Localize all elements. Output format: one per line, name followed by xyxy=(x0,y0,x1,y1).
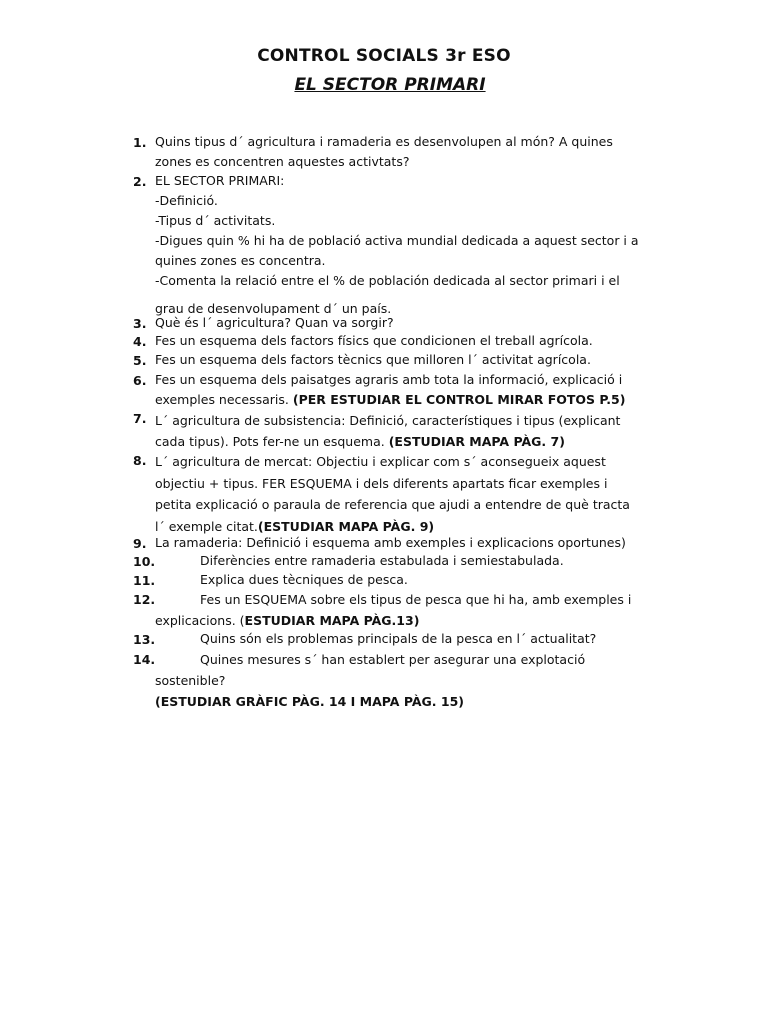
question-number: 7. xyxy=(133,411,147,426)
question-text: Diferències entre ramaderia estabulada i semiestabulada. xyxy=(200,553,564,568)
question-number: 9. xyxy=(133,536,147,551)
question-text: Quines mesures s´ han establert per asegurar una explotació sostenible? (ESTUDIAR GRÀFIC PÀG. 14 I MAPA PÀG. 15) xyxy=(200,649,660,712)
question-text: Fes un esquema dels factors tècnics que milloren l´ activitat agrícola. xyxy=(155,352,591,367)
study-note: (ESTUDIAR MAPA PÀG. 7) xyxy=(388,434,565,449)
question-text: Fes un ESQUEMA sobre els tipus de pesca que hi ha, amb exemples i explicacions. (ESTUDIAR MAPA PÀG.13) xyxy=(155,592,632,628)
question-text: Explica dues tècniques de pesca. xyxy=(200,572,408,587)
question-number: 6. xyxy=(133,373,147,388)
question-text: Què és l´ agricultura? Quan va sorgir? xyxy=(155,315,394,330)
study-note: (ESTUDIAR MAPA PÀG. 9) xyxy=(257,518,435,534)
question-number: 5. xyxy=(133,353,147,368)
question-number: 2. xyxy=(133,174,147,189)
question-text: Quins són els problemas principals de la pesca en l´ actualitat? xyxy=(200,631,597,646)
question-text: Fes un esquema dels paisatges agraris amb tota la informació, explicació i exemples necessaris. (PER ESTUDIAR EL CONTROL MIRAR FOTOS P.5) xyxy=(155,372,626,407)
question-number: 12. xyxy=(133,592,156,607)
question-text: L´ agricultura de mercat: Objectiu i explicar com s´ aconsegueix aquest objectiu + tipus. FER ESQUEMA i dels diferents apartats ficar exemples i petita explicació o paraula de referencia que ajudi a entendre de què tracta l´ exemple citat.(ESTUDIAR MAPA PÀG. 9) xyxy=(155,454,630,534)
question-number: 8. xyxy=(133,453,147,468)
question-text: Quins tipus d´ agricultura i ramaderia es desenvolupen al món? A quines zones es concentren aquestes activtats? xyxy=(155,134,613,169)
question-number: 1. xyxy=(133,135,147,150)
question-number: 4. xyxy=(133,334,147,349)
question-number: 3. xyxy=(133,316,147,331)
question-text: EL SECTOR PRIMARI: -Definició. -Tipus d´ activitats. -Digues quin % hi ha de població activa mundial dedicada a aquest sector i a quines zones es concentra. -Comenta la relació entre el % de población dedicada al sector primari i el grau de desenvolupament d´ un país. xyxy=(155,173,639,316)
question-number: 10. xyxy=(133,554,156,569)
question-text: Fes un esquema dels factors físics que condicionen el treball agrícola. xyxy=(155,333,593,348)
document-title: CONTROL SOCIALS 3r ESO xyxy=(257,46,511,66)
study-note: (PER ESTUDIAR EL CONTROL MIRAR FOTOS P.5) xyxy=(292,392,626,407)
document-subtitle: EL SECTOR PRIMARI xyxy=(294,75,486,95)
question-text: La ramaderia: Definició i esquema amb exemples i explicacions oportunes) xyxy=(155,535,626,550)
question-number: 14. xyxy=(133,652,156,667)
question-text: L´ agricultura de subsistencia: Definició, característiques i tipus (explicant cada tipus). Pots fer-ne un esquema. (ESTUDIAR MAPA PÀG. 7) xyxy=(155,413,621,449)
study-note: (ESTUDIAR GRÀFIC PÀG. 14 I MAPA PÀG. 15) xyxy=(155,694,464,709)
question-number: 13. xyxy=(133,632,156,647)
question-number: 11. xyxy=(133,573,156,588)
study-note: ESTUDIAR MAPA PÀG.13) xyxy=(244,613,420,628)
